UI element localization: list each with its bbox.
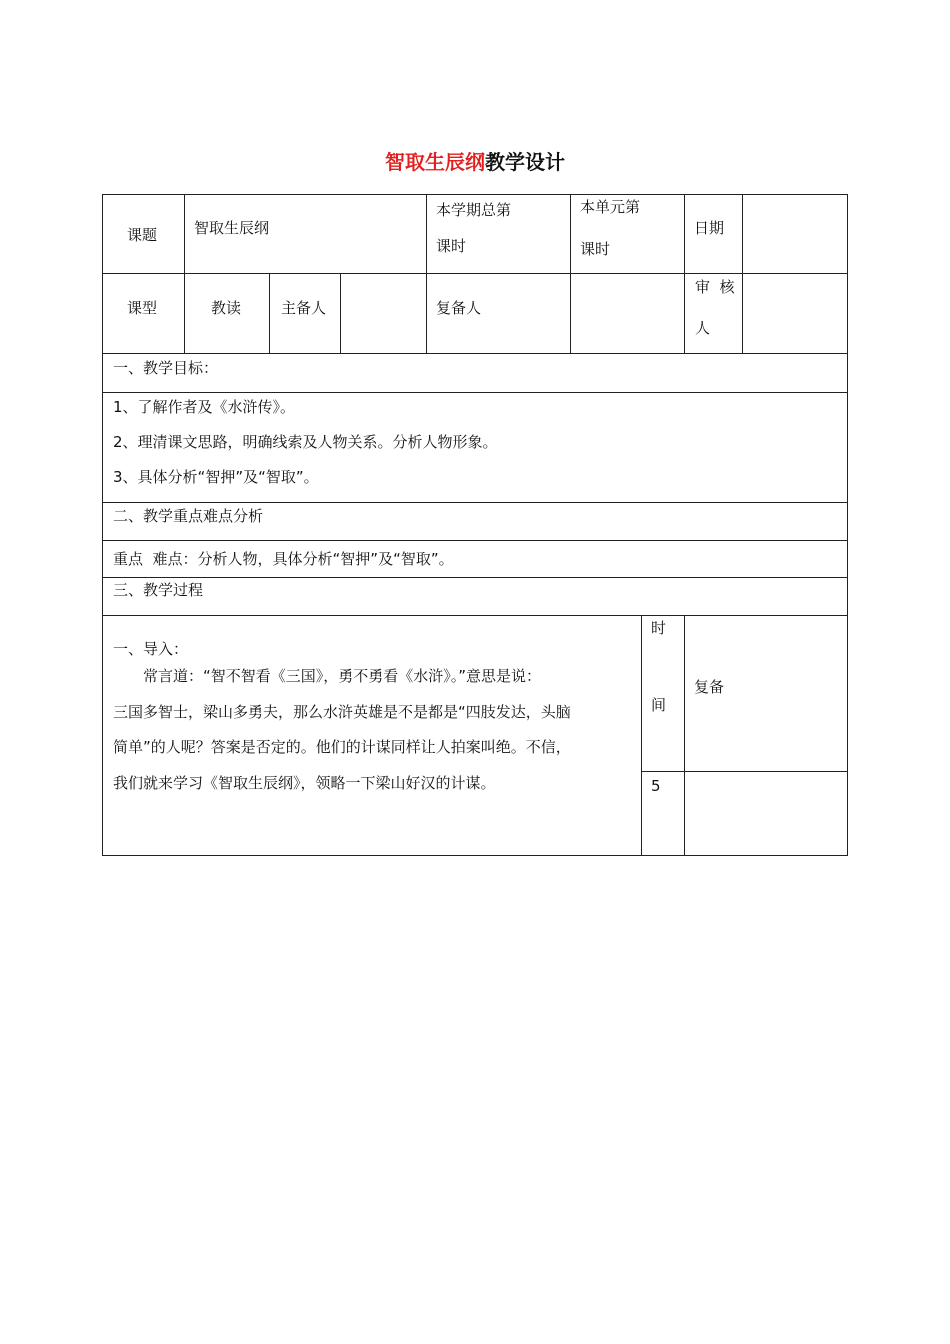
process-heading: 三、教学过程 xyxy=(113,581,204,599)
time-label-2: 间 xyxy=(651,696,667,714)
unit-label: 本单元第 xyxy=(580,198,641,216)
intro-line: 我们就来学习《智取生辰纲》，领略一下梁山好汉的计谋。 xyxy=(113,773,496,792)
intro-paragraph xyxy=(113,659,638,801)
reviewer-label: 审 核 xyxy=(695,278,735,296)
col-divider xyxy=(684,194,685,354)
col-divider xyxy=(570,194,571,354)
semester-total-unit: 课时 xyxy=(436,237,467,255)
co-prep-note: 复备 xyxy=(694,678,725,696)
col-divider xyxy=(641,615,642,856)
key-heading: 二、教学重点难点分析 xyxy=(113,507,264,525)
intro-line: 常言道：“智不智看《三国》，勇不勇看《水浒》。”意思是说： xyxy=(143,667,542,685)
label-topic: 课题 xyxy=(127,226,158,244)
time-value: 5 xyxy=(651,777,661,795)
row-divider xyxy=(102,502,848,503)
goals-heading: 一、教学目标： xyxy=(113,359,219,377)
col-divider xyxy=(184,194,185,354)
type-value: 教读 xyxy=(211,299,242,317)
title-suffix: 教学设计 xyxy=(485,150,565,174)
key-text: 重点 难点：分析人物，具体分析“智押”及“智取”。 xyxy=(113,550,454,568)
title-lesson-name: 智取生辰纲 xyxy=(385,150,485,174)
page-title xyxy=(0,146,950,175)
col-divider xyxy=(340,273,341,354)
intro-line: 简单”的人呢？答案是否定的。他们的计谋同样让人拍案叫绝。不信， xyxy=(113,738,571,756)
row-divider xyxy=(102,392,848,393)
intro-line: 三国多智士，梁山多勇夫，那么水浒英雄是不是都是“四肢发达，头脑 xyxy=(113,702,571,721)
date-label: 日期 xyxy=(694,219,725,237)
row-divider xyxy=(102,353,848,354)
row-divider xyxy=(102,615,848,616)
row-divider xyxy=(102,540,848,541)
label-type: 课型 xyxy=(127,299,158,317)
time-label: 时 xyxy=(651,619,667,637)
main-preparer-label: 主备人 xyxy=(281,299,327,317)
goal-item: 2、理清课文思路，明确线索及人物关系。分析人物形象。 xyxy=(113,433,498,451)
time-cell-divider xyxy=(641,771,848,772)
goal-item: 1、了解作者及《水浒传》。 xyxy=(113,398,296,416)
col-divider xyxy=(742,194,743,354)
col-divider xyxy=(684,615,685,856)
goal-item: 3、具体分析“智押”及“智取”。 xyxy=(113,468,319,486)
row-divider xyxy=(102,273,848,274)
reviewer-label-2: 人 xyxy=(695,319,711,337)
semester-total-label: 本学期总第 xyxy=(436,201,512,219)
topic-value: 智取生辰纲 xyxy=(194,219,270,237)
co-preparer-label: 复备人 xyxy=(436,299,482,317)
col-divider xyxy=(426,194,427,354)
intro-heading: 一、导入： xyxy=(113,640,189,658)
row-divider xyxy=(102,577,848,578)
col-divider xyxy=(269,273,270,354)
unit-unit: 课时 xyxy=(580,240,611,258)
